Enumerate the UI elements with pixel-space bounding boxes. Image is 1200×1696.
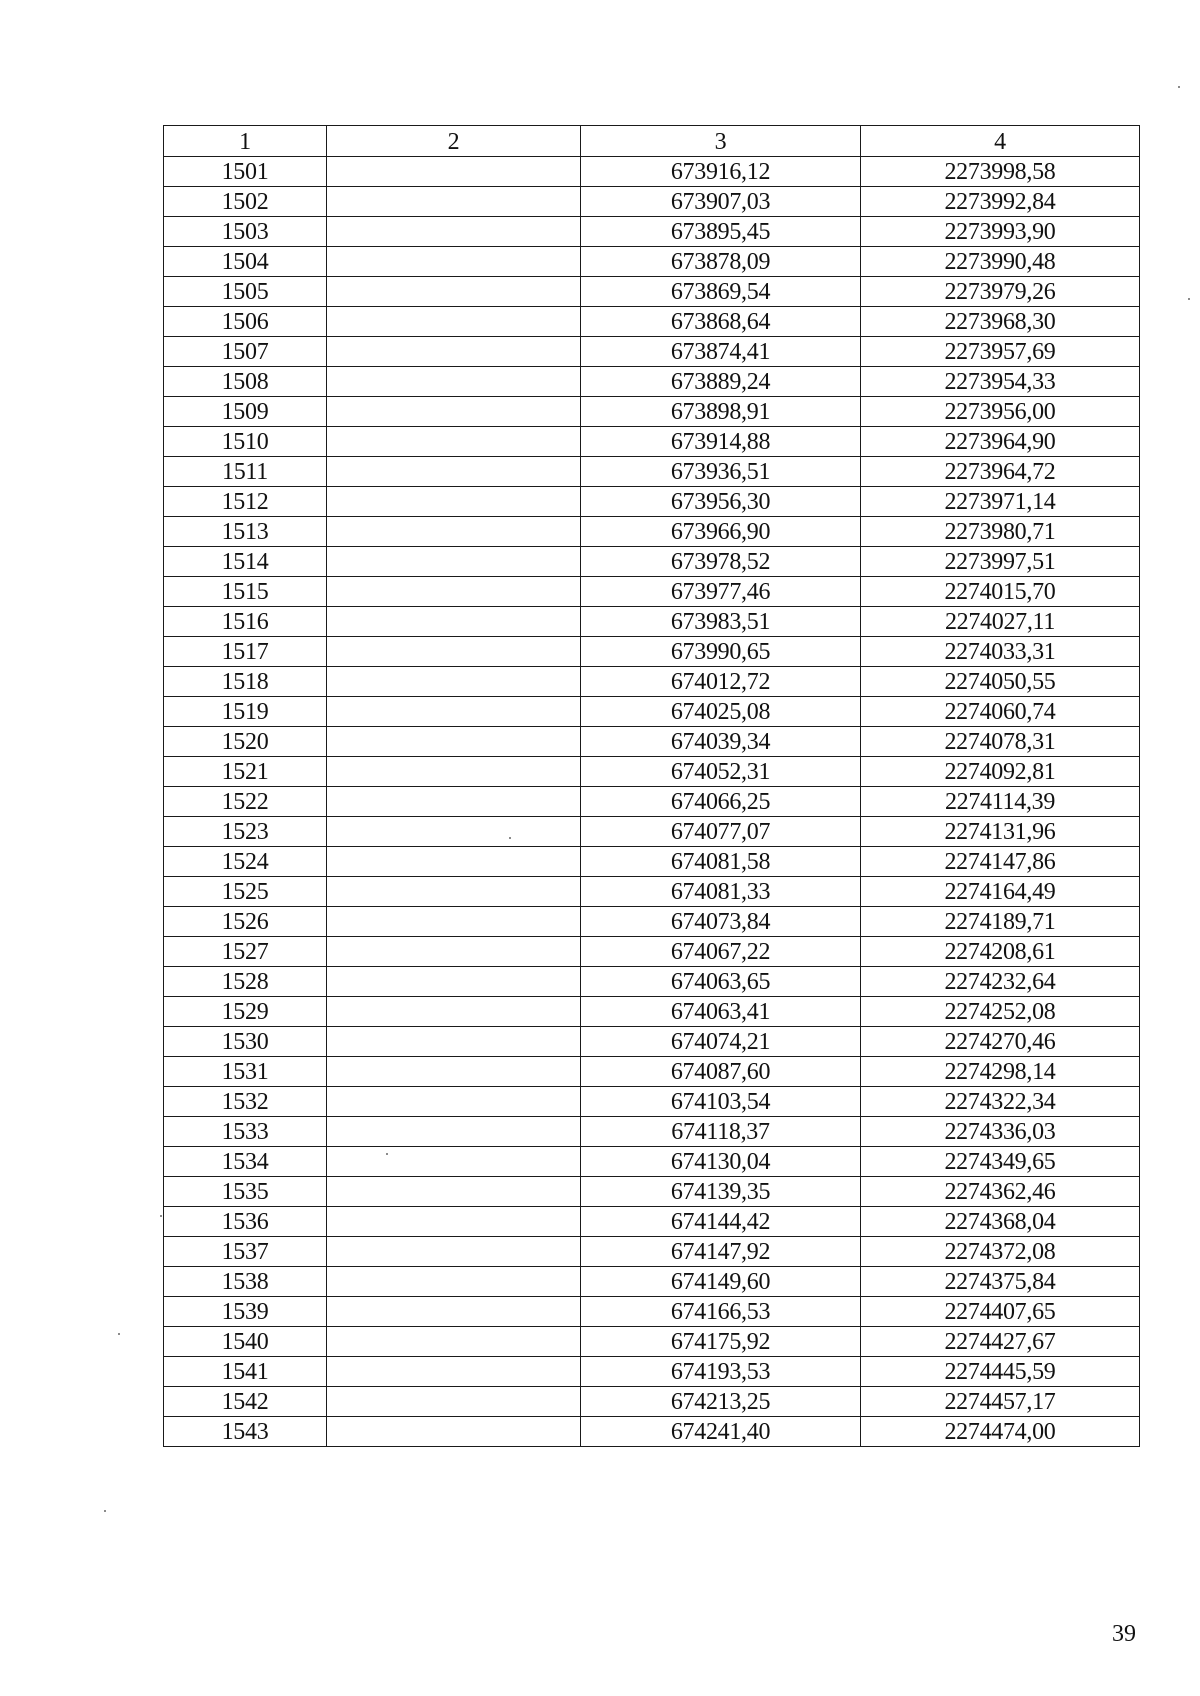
cell-point-number: 1520 (164, 727, 327, 757)
cell-x-coordinate: 673889,24 (581, 367, 861, 397)
cell-col2 (327, 787, 581, 817)
cell-point-number: 1513 (164, 517, 327, 547)
cell-x-coordinate: 674039,34 (581, 727, 861, 757)
cell-x-coordinate: 674077,07 (581, 817, 861, 847)
cell-point-number: 1510 (164, 427, 327, 457)
cell-col2 (327, 847, 581, 877)
table-row (164, 457, 1140, 487)
cell-col2 (327, 1027, 581, 1057)
cell-x-coordinate: 674130,04 (581, 1147, 861, 1177)
cell-col2 (327, 1057, 581, 1087)
cell-y-coordinate: 2274270,46 (861, 1027, 1140, 1057)
table-row (164, 547, 1140, 577)
cell-y-coordinate: 2273968,30 (861, 307, 1140, 337)
cell-point-number: 1542 (164, 1387, 327, 1417)
cell-y-coordinate: 2273964,90 (861, 427, 1140, 457)
cell-point-number: 1518 (164, 667, 327, 697)
cell-y-coordinate: 2274050,55 (861, 667, 1140, 697)
cell-x-coordinate: 673936,51 (581, 457, 861, 487)
cell-x-coordinate: 674063,41 (581, 997, 861, 1027)
cell-point-number: 1512 (164, 487, 327, 517)
cell-point-number: 1506 (164, 307, 327, 337)
table-row (164, 517, 1140, 547)
cell-y-coordinate: 2274252,08 (861, 997, 1140, 1027)
cell-col2 (327, 727, 581, 757)
cell-y-coordinate: 2274427,67 (861, 1327, 1140, 1357)
cell-x-coordinate: 674118,37 (581, 1117, 861, 1147)
cell-y-coordinate: 2274027,11 (861, 607, 1140, 637)
table-row (164, 1297, 1140, 1327)
table-row (164, 757, 1140, 787)
cell-col2 (327, 427, 581, 457)
cell-x-coordinate: 673977,46 (581, 577, 861, 607)
table-row (164, 667, 1140, 697)
cell-x-coordinate: 674066,25 (581, 787, 861, 817)
cell-col2 (327, 337, 581, 367)
cell-x-coordinate: 673983,51 (581, 607, 861, 637)
cell-x-coordinate: 674139,35 (581, 1177, 861, 1207)
table-row (164, 817, 1140, 847)
cell-x-coordinate: 673895,45 (581, 217, 861, 247)
cell-y-coordinate: 2273971,14 (861, 487, 1140, 517)
cell-y-coordinate: 2273979,26 (861, 277, 1140, 307)
cell-x-coordinate: 674144,42 (581, 1207, 861, 1237)
cell-y-coordinate: 2274349,65 (861, 1147, 1140, 1177)
cell-y-coordinate: 2274298,14 (861, 1057, 1140, 1087)
cell-y-coordinate: 2273998,58 (861, 157, 1140, 187)
cell-y-coordinate: 2274078,31 (861, 727, 1140, 757)
cell-point-number: 1503 (164, 217, 327, 247)
cell-y-coordinate: 2274474,00 (861, 1417, 1140, 1447)
scan-speck (160, 1215, 162, 1217)
cell-point-number: 1543 (164, 1417, 327, 1447)
table-row (164, 397, 1140, 427)
cell-x-coordinate: 674193,53 (581, 1357, 861, 1387)
cell-point-number: 1505 (164, 277, 327, 307)
cell-x-coordinate: 674081,33 (581, 877, 861, 907)
table-row (164, 1327, 1140, 1357)
cell-col2 (327, 1267, 581, 1297)
cell-y-coordinate: 2274060,74 (861, 697, 1140, 727)
cell-col2 (327, 397, 581, 427)
cell-point-number: 1537 (164, 1237, 327, 1267)
cell-col2 (327, 607, 581, 637)
cell-x-coordinate: 674052,31 (581, 757, 861, 787)
coordinates-table (163, 125, 1140, 1447)
cell-point-number: 1523 (164, 817, 327, 847)
cell-col2 (327, 907, 581, 937)
cell-point-number: 1529 (164, 997, 327, 1027)
table-row (164, 1117, 1140, 1147)
cell-point-number: 1541 (164, 1357, 327, 1387)
cell-y-coordinate: 2273997,51 (861, 547, 1140, 577)
cell-col2 (327, 1087, 581, 1117)
header-cell-col1: 1 (164, 126, 327, 157)
cell-col2 (327, 457, 581, 487)
cell-point-number: 1514 (164, 547, 327, 577)
table-row (164, 877, 1140, 907)
cell-col2 (327, 877, 581, 907)
cell-y-coordinate: 2274457,17 (861, 1387, 1140, 1417)
cell-x-coordinate: 673868,64 (581, 307, 861, 337)
cell-y-coordinate: 2274407,65 (861, 1297, 1140, 1327)
cell-x-coordinate: 673874,41 (581, 337, 861, 367)
cell-point-number: 1508 (164, 367, 327, 397)
cell-col2 (327, 307, 581, 337)
cell-y-coordinate: 2273956,00 (861, 397, 1140, 427)
table-row (164, 937, 1140, 967)
table-row (164, 1057, 1140, 1087)
cell-y-coordinate: 2274092,81 (861, 757, 1140, 787)
cell-y-coordinate: 2274208,61 (861, 937, 1140, 967)
cell-y-coordinate: 2274164,49 (861, 877, 1140, 907)
cell-point-number: 1522 (164, 787, 327, 817)
table-row (164, 1417, 1140, 1447)
cell-x-coordinate: 673956,30 (581, 487, 861, 517)
cell-col2 (327, 1207, 581, 1237)
cell-y-coordinate: 2273980,71 (861, 517, 1140, 547)
cell-col2 (327, 547, 581, 577)
header-cell-col2: 2 (327, 126, 581, 157)
table-row (164, 217, 1140, 247)
cell-x-coordinate: 674149,60 (581, 1267, 861, 1297)
cell-col2 (327, 697, 581, 727)
table-row (164, 1147, 1140, 1177)
table-row (164, 997, 1140, 1027)
cell-x-coordinate: 673916,12 (581, 157, 861, 187)
cell-col2 (327, 157, 581, 187)
scan-speck (118, 1333, 120, 1335)
header-cell-col3: 3 (581, 126, 861, 157)
cell-col2 (327, 1237, 581, 1267)
cell-point-number: 1504 (164, 247, 327, 277)
header-row (164, 126, 1140, 157)
cell-y-coordinate: 2274147,86 (861, 847, 1140, 877)
cell-point-number: 1521 (164, 757, 327, 787)
cell-col2 (327, 1387, 581, 1417)
cell-point-number: 1539 (164, 1297, 327, 1327)
cell-point-number: 1535 (164, 1177, 327, 1207)
cell-x-coordinate: 673914,88 (581, 427, 861, 457)
cell-y-coordinate: 2273964,72 (861, 457, 1140, 487)
cell-point-number: 1525 (164, 877, 327, 907)
cell-x-coordinate: 674074,21 (581, 1027, 861, 1057)
cell-y-coordinate: 2274232,64 (861, 967, 1140, 997)
cell-point-number: 1528 (164, 967, 327, 997)
cell-col2 (327, 1327, 581, 1357)
cell-point-number: 1519 (164, 697, 327, 727)
cell-col2 (327, 757, 581, 787)
cell-col2 (327, 637, 581, 667)
table-row (164, 247, 1140, 277)
cell-point-number: 1517 (164, 637, 327, 667)
cell-y-coordinate: 2274015,70 (861, 577, 1140, 607)
table-row (164, 1177, 1140, 1207)
cell-x-coordinate: 673869,54 (581, 277, 861, 307)
table-row (164, 1237, 1140, 1267)
table-row (164, 1087, 1140, 1117)
cell-col2 (327, 1417, 581, 1447)
cell-x-coordinate: 674103,54 (581, 1087, 861, 1117)
cell-x-coordinate: 674081,58 (581, 847, 861, 877)
table-body (164, 157, 1140, 1447)
table-row (164, 1207, 1140, 1237)
cell-y-coordinate: 2273954,33 (861, 367, 1140, 397)
cell-col2 (327, 997, 581, 1027)
cell-x-coordinate: 673978,52 (581, 547, 861, 577)
table-row (164, 337, 1140, 367)
cell-y-coordinate: 2274114,39 (861, 787, 1140, 817)
cell-point-number: 1516 (164, 607, 327, 637)
cell-col2 (327, 937, 581, 967)
cell-col2 (327, 277, 581, 307)
cell-point-number: 1527 (164, 937, 327, 967)
scan-speck (1188, 298, 1190, 300)
cell-x-coordinate: 673990,65 (581, 637, 861, 667)
table-row (164, 727, 1140, 757)
cell-x-coordinate: 674073,84 (581, 907, 861, 937)
table-row (164, 277, 1140, 307)
cell-point-number: 1532 (164, 1087, 327, 1117)
cell-point-number: 1502 (164, 187, 327, 217)
table-row (164, 787, 1140, 817)
table-row (164, 1387, 1140, 1417)
cell-col2 (327, 817, 581, 847)
table-header (164, 126, 1140, 157)
cell-col2 (327, 517, 581, 547)
cell-point-number: 1511 (164, 457, 327, 487)
cell-point-number: 1533 (164, 1117, 327, 1147)
page-number: 39 (1112, 1621, 1136, 1647)
cell-x-coordinate: 673878,09 (581, 247, 861, 277)
cell-point-number: 1531 (164, 1057, 327, 1087)
table-row (164, 187, 1140, 217)
cell-x-coordinate: 673907,03 (581, 187, 861, 217)
cell-x-coordinate: 674067,22 (581, 937, 861, 967)
table-row (164, 1267, 1140, 1297)
cell-y-coordinate: 2273993,90 (861, 217, 1140, 247)
cell-point-number: 1501 (164, 157, 327, 187)
table-row (164, 637, 1140, 667)
cell-x-coordinate: 674213,25 (581, 1387, 861, 1417)
table-row (164, 577, 1140, 607)
table-row (164, 307, 1140, 337)
table-row (164, 157, 1140, 187)
cell-point-number: 1540 (164, 1327, 327, 1357)
cell-col2 (327, 487, 581, 517)
cell-point-number: 1524 (164, 847, 327, 877)
cell-col2 (327, 1297, 581, 1327)
cell-x-coordinate: 673898,91 (581, 397, 861, 427)
cell-y-coordinate: 2274362,46 (861, 1177, 1140, 1207)
table-row (164, 1027, 1140, 1057)
cell-x-coordinate: 674025,08 (581, 697, 861, 727)
scan-speck (509, 837, 511, 839)
table-row (164, 847, 1140, 877)
cell-col2 (327, 1117, 581, 1147)
cell-col2 (327, 247, 581, 277)
cell-col2 (327, 187, 581, 217)
cell-y-coordinate: 2274336,03 (861, 1117, 1140, 1147)
cell-y-coordinate: 2274368,04 (861, 1207, 1140, 1237)
cell-col2 (327, 1147, 581, 1177)
cell-y-coordinate: 2274033,31 (861, 637, 1140, 667)
table-row (164, 1357, 1140, 1387)
cell-point-number: 1530 (164, 1027, 327, 1057)
table-row (164, 967, 1140, 997)
cell-point-number: 1536 (164, 1207, 327, 1237)
cell-col2 (327, 967, 581, 997)
cell-y-coordinate: 2274189,71 (861, 907, 1140, 937)
cell-point-number: 1534 (164, 1147, 327, 1177)
cell-point-number: 1507 (164, 337, 327, 367)
cell-point-number: 1515 (164, 577, 327, 607)
cell-x-coordinate: 674166,53 (581, 1297, 861, 1327)
cell-col2 (327, 1177, 581, 1207)
cell-y-coordinate: 2274131,96 (861, 817, 1140, 847)
scan-speck (1178, 86, 1180, 88)
table-row (164, 607, 1140, 637)
table-row (164, 427, 1140, 457)
cell-col2 (327, 1357, 581, 1387)
table-row (164, 487, 1140, 517)
cell-y-coordinate: 2274445,59 (861, 1357, 1140, 1387)
cell-col2 (327, 217, 581, 247)
cell-point-number: 1526 (164, 907, 327, 937)
cell-y-coordinate: 2273992,84 (861, 187, 1140, 217)
cell-y-coordinate: 2274372,08 (861, 1237, 1140, 1267)
cell-y-coordinate: 2274322,34 (861, 1087, 1140, 1117)
cell-x-coordinate: 674063,65 (581, 967, 861, 997)
header-cell-col4: 4 (861, 126, 1140, 157)
cell-x-coordinate: 674241,40 (581, 1417, 861, 1447)
table-row (164, 907, 1140, 937)
cell-point-number: 1538 (164, 1267, 327, 1297)
cell-col2 (327, 577, 581, 607)
cell-y-coordinate: 2273957,69 (861, 337, 1140, 367)
cell-col2 (327, 367, 581, 397)
cell-x-coordinate: 674012,72 (581, 667, 861, 697)
cell-x-coordinate: 673966,90 (581, 517, 861, 547)
cell-y-coordinate: 2274375,84 (861, 1267, 1140, 1297)
table-row (164, 697, 1140, 727)
cell-y-coordinate: 2273990,48 (861, 247, 1140, 277)
cell-x-coordinate: 674175,92 (581, 1327, 861, 1357)
cell-col2 (327, 667, 581, 697)
scan-speck (386, 1153, 388, 1155)
table-row (164, 367, 1140, 397)
scan-speck (104, 1510, 106, 1512)
cell-x-coordinate: 674147,92 (581, 1237, 861, 1267)
cell-x-coordinate: 674087,60 (581, 1057, 861, 1087)
cell-point-number: 1509 (164, 397, 327, 427)
